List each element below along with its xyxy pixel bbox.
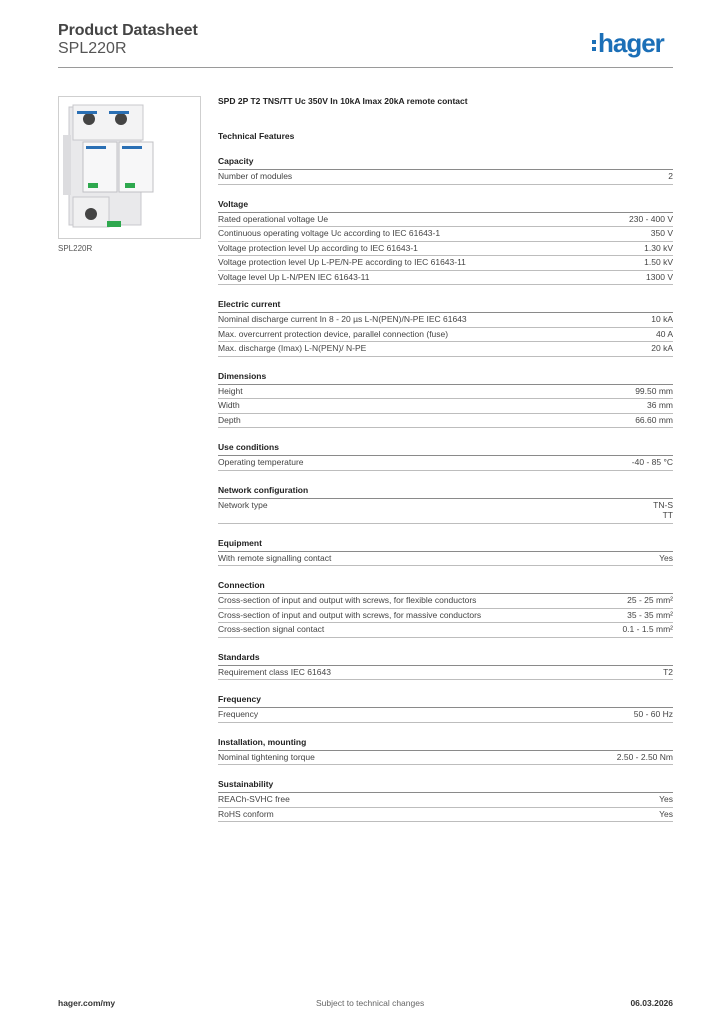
spec-value: Yes: [659, 794, 673, 804]
spec-label: Voltage protection level Up L-PE/N-PE according to IEC 61643-11: [218, 257, 466, 267]
spec-label: Frequency: [218, 709, 259, 719]
section-title: Electric current: [218, 299, 673, 313]
section-title: Installation, mounting: [218, 737, 673, 751]
section-title: Standards: [218, 652, 673, 666]
spec-row: [218, 666, 673, 681]
spec-value: 10 kA: [651, 314, 673, 324]
spec-section: [218, 199, 673, 286]
spec-section: [218, 485, 673, 524]
spec-row: [218, 708, 673, 723]
spec-section: [218, 538, 673, 567]
image-caption: SPL220R: [58, 244, 93, 253]
spec-content: [218, 95, 673, 822]
spec-row: [218, 227, 673, 242]
spec-label: RoHS conform: [218, 808, 274, 819]
spec-row: [218, 213, 673, 228]
spec-label: Voltage protection level Up according to IEC 61643-1: [218, 242, 418, 253]
footer-website: hager.com/my: [58, 998, 116, 1008]
spec-section: [218, 442, 673, 471]
hager-logo: [592, 28, 664, 59]
spec-value: 0.1 - 1.5 mm²: [622, 624, 673, 634]
spec-value: 1.30 kV: [644, 242, 673, 253]
footer-notice: Subject to technical changes: [316, 998, 425, 1008]
spec-row: [218, 342, 673, 357]
spec-row: [218, 793, 673, 808]
spec-value: Yes: [659, 552, 673, 563]
section-title: Network configuration: [218, 485, 673, 499]
page-subtitle: SPL220R: [58, 40, 127, 57]
spec-value: 350 V: [650, 228, 673, 238]
spec-value: 99.50 mm: [635, 385, 673, 396]
spec-value: 66.60 mm: [635, 414, 673, 425]
spec-label: Width: [218, 400, 240, 410]
spec-value: 40 A: [655, 328, 673, 339]
spec-label: Cross-section of input and output with screws, for flexible conductors: [218, 595, 477, 605]
spec-label: Nominal discharge current In 8 - 20 µs L-N(PEN)/N-PE IEC 61643: [218, 314, 467, 324]
spec-section: [218, 779, 673, 822]
spec-row: [218, 808, 673, 823]
logo-text: hager: [598, 28, 664, 58]
spec-label: Requirement class IEC 61643: [218, 666, 331, 677]
page-title: Product Datasheet: [58, 22, 198, 39]
spec-label: Rated operational voltage Ue: [218, 213, 329, 224]
footer-date: 06.03.2026: [630, 998, 673, 1008]
section-title: Use conditions: [218, 442, 673, 456]
spec-section: [218, 694, 673, 723]
spec-row: [218, 456, 673, 471]
spec-row: [218, 609, 673, 624]
spec-label: Height: [218, 385, 243, 396]
section-title: Frequency: [218, 694, 673, 708]
spec-row: [218, 242, 673, 257]
spec-label: Max. discharge (Imax) L-N(PEN)/ N-PE: [218, 343, 367, 353]
spec-row: [218, 594, 673, 609]
spec-value: 36 mm: [647, 400, 673, 410]
spec-row: [218, 328, 673, 343]
spec-label: Network type: [218, 499, 268, 510]
spec-value: 2: [668, 171, 673, 181]
spec-section: [218, 371, 673, 429]
spec-row: [218, 170, 673, 185]
spec-label: Cross-section signal contact: [218, 624, 325, 634]
technical-features-heading: Technical Features: [218, 131, 295, 141]
surge-protector-illustration-icon: [59, 97, 200, 238]
spec-label: REACh-SVHC free: [218, 794, 290, 804]
section-title: Voltage: [218, 199, 673, 213]
spec-row: [218, 399, 673, 414]
spec-section: [218, 580, 673, 638]
product-image: [58, 96, 201, 239]
spec-value: 25 - 25 mm²: [627, 595, 673, 605]
section-title: Capacity: [218, 156, 673, 170]
section-title: Sustainability: [218, 779, 673, 793]
section-title: Equipment: [218, 538, 673, 552]
section-title: Connection: [218, 580, 673, 594]
spec-label: Continuous operating voltage Uc according to IEC 61643-1: [218, 228, 441, 238]
spec-label: Operating temperature: [218, 457, 304, 467]
spec-section: [218, 737, 673, 766]
header-divider: [58, 67, 673, 68]
spec-value: 20 kA: [651, 343, 673, 353]
product-description: SPD 2P T2 TNS/TT Uc 350V In 10kA Imax 20kA remote contact: [218, 96, 468, 106]
spec-label: Depth: [218, 414, 241, 425]
spec-label: Voltage level Up L-N/PEN IEC 61643-11: [218, 271, 370, 282]
spec-row: [218, 256, 673, 271]
spec-section: [218, 299, 673, 357]
spec-label: With remote signalling contact: [218, 552, 332, 563]
spec-label: Number of modules: [218, 171, 293, 181]
spec-row: [218, 751, 673, 766]
spec-row: [218, 499, 673, 524]
spec-row: [218, 271, 673, 286]
spec-value: 50 - 60 Hz: [633, 709, 673, 719]
spec-value: 2.50 - 2.50 Nm: [616, 751, 673, 762]
spec-section: [218, 156, 673, 185]
spec-label: Nominal tightening torque: [218, 751, 315, 762]
spec-value: 1300 V: [646, 271, 673, 282]
spec-value: Yes: [659, 808, 673, 819]
spec-value: 1.50 kV: [644, 257, 673, 267]
spec-row: [218, 414, 673, 429]
spec-value: T2: [663, 666, 673, 677]
spec-label: Cross-section of input and output with screws, for massive conductors: [218, 609, 482, 620]
spec-row: [218, 313, 673, 328]
spec-row: [218, 552, 673, 567]
spec-label: Max. overcurrent protection device, parallel connection (fuse): [218, 328, 449, 339]
spec-value: TN-S TT: [653, 499, 673, 520]
spec-section: [218, 652, 673, 681]
spec-row: [218, 385, 673, 400]
section-title: Dimensions: [218, 371, 673, 385]
spec-row: [218, 623, 673, 638]
spec-value: 230 - 400 V: [629, 213, 673, 224]
spec-sections: [218, 156, 673, 822]
logo-dots-icon: [592, 40, 596, 51]
spec-value: -40 - 85 °C: [631, 457, 673, 467]
spec-value: 35 - 35 mm²: [627, 609, 673, 620]
